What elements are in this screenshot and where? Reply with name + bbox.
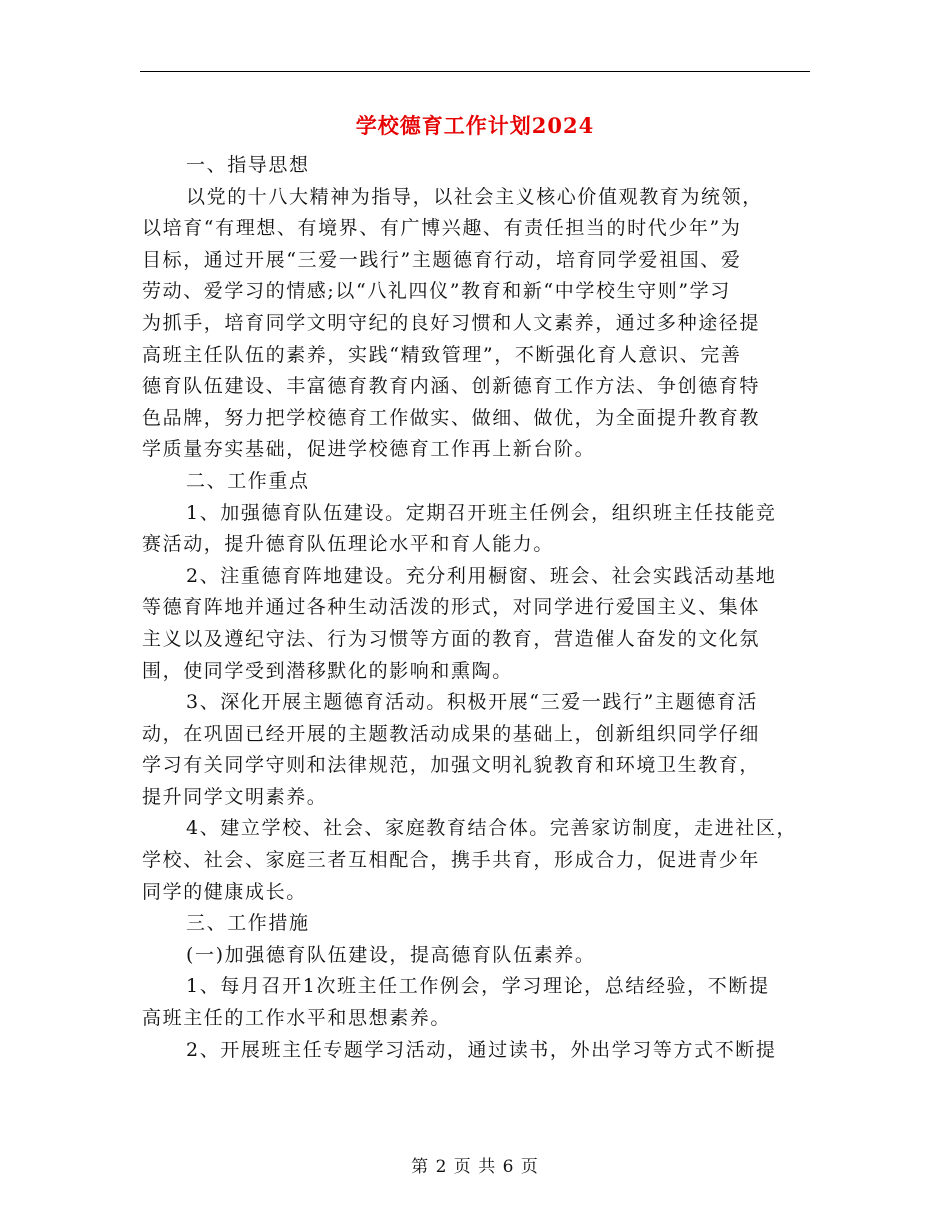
body-text-line: 等德育阵地并通过各种生动活泼的形式，对同学进行爱国主义、集体: [142, 596, 761, 619]
body-text-line: 二、工作重点: [186, 469, 310, 492]
body-text-line: (一)加强德育队伍建设，提高德育队伍素养。: [186, 943, 596, 966]
body-text-line: 动，在巩固已经开展的主题教活动成果的基础上，创新组织同学仔细: [142, 722, 761, 745]
page-number-footer: 第 2 页 共 6 页: [411, 1157, 539, 1177]
body-text-line: 主义以及遵纪守法、行为习惯等方面的教育，营造催人奋发的文化氛: [142, 627, 761, 650]
document-body: [142, 150, 822, 1066]
document-title: 学校德育工作计划2024: [355, 113, 595, 138]
body-text-line: 提升同学文明素养。: [142, 785, 328, 808]
body-text-line: 以培育“有理想、有境界、有广博兴趣、有责任担当的时代少年”为: [142, 217, 742, 240]
body-text-line: 1、加强德育队伍建设。定期召开班主任例会，组织班主任技能竞: [186, 501, 777, 524]
body-text-line: 学校、社会、家庭三者互相配合，携手共育，形成合力，促进青少年: [142, 849, 761, 872]
body-text-line: 以党的十八大精神为指导，以社会主义核心价值观教育为统领，: [186, 185, 763, 208]
body-text-line: 学质量夯实基础，促进学校德育工作再上新台阶。: [142, 438, 596, 461]
body-text-line: 高班主任队伍的素养，实践“精致管理”，不断强化育人意识、完善: [142, 343, 742, 366]
body-text-line: 一、指导思想: [186, 154, 310, 176]
body-text-line: 3、深化开展主题德育活动。积极开展“三爱一践行”主题德育活: [186, 691, 758, 714]
body-text-line: 赛活动，提升德育队伍理论水平和育人能力。: [142, 533, 555, 556]
body-text-line: 目标，通过开展“三爱一践行”主题德育行动，培育同学爱祖国、爱: [142, 248, 742, 271]
body-text-line: 1、每月召开1次班主任工作例会，学习理论，总结经验，不断提: [186, 975, 770, 998]
body-text-line: 2、注重德育阵地建设。充分利用橱窗、班会、社会实践活动基地: [186, 564, 777, 587]
body-text-line: 德育队伍建设、丰富德育教育内涵、创新德育工作方法、争创德育特: [142, 375, 761, 398]
body-text-line: 围，使同学受到潜移默化的影响和熏陶。: [142, 659, 513, 682]
body-text-line: 色品牌，努力把学校德育工作做实、做细、做优，为全面提升教育教: [142, 406, 761, 429]
body-text-line: 学习有关同学守则和法律规范，加强文明礼貌教育和环境卫生教育，: [142, 754, 761, 777]
body-text-line: 4、建立学校、社会、家庭教育结合体。完善家访制度，走进社区，: [186, 817, 798, 840]
body-text-line: 劳动、爱学习的情感;以“八礼四仪”教育和新“中学校生守则”学习: [142, 280, 731, 303]
body-text-line: 2、开展班主任专题学习活动，通过读书，外出学习等方式不断提: [186, 1038, 777, 1061]
header-rule: [140, 71, 810, 72]
body-text-line: 为抓手，培育同学文明守纪的良好习惯和人文素养，通过多种途径提: [142, 311, 761, 334]
body-text-line: 高班主任的工作水平和思想素养。: [142, 1007, 452, 1030]
body-text-line: 三、工作措施: [186, 912, 310, 935]
body-text-line: 同学的健康成长。: [142, 880, 307, 903]
